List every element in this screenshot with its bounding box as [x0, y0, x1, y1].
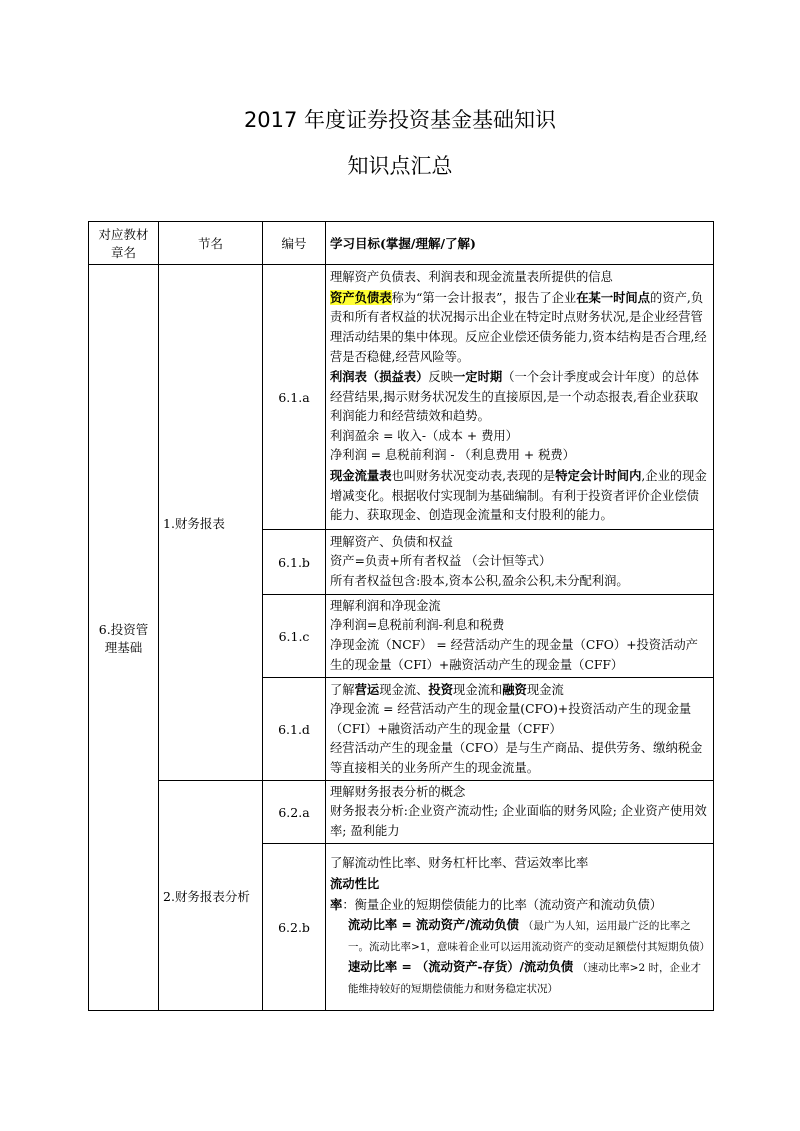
highlight-term: 资产负债表	[330, 289, 392, 305]
goal-line: 理解资产负债表、利润表和现金流量表所提供的信息	[330, 270, 613, 285]
goal-cell	[326, 595, 714, 678]
table-header-row	[89, 222, 714, 265]
code-cell: 6.1.c	[263, 595, 326, 678]
goal-cell	[326, 781, 714, 844]
table-row	[89, 781, 714, 844]
header-goal: 学习目标(掌握/理解/了解)	[326, 222, 714, 265]
goal-line: 财务报表分析:企业资产流动性; 企业面临的财务风险; 企业资产使用效率; 盈利能力	[330, 804, 707, 838]
goal-line: 速动比率 = （流动资产-存货）/流动负债 （速动比率>2 时，企业才能维持较好的短期偿债能力和财务稳定状况）	[348, 959, 701, 995]
code-cell: 6.1.d	[263, 678, 326, 781]
chapter-cell: 6.投资管理基础	[89, 265, 159, 1011]
goal-cell	[326, 265, 714, 530]
header-chapter: 对应教材章名	[89, 222, 159, 265]
goal-line: 利润盈余 = 收入-（成本 + 费用）	[330, 428, 518, 443]
goal-line: 净利润=息税前利润-利息和税费	[330, 618, 505, 633]
goal-cell	[326, 844, 714, 1011]
goal-line: 利润表（损益表）反映一定时期（一个会计季度或会计年度）的总体经营结果,揭示财务状况发生的直接原因,是一个动态报表,看企业获取利润能力和经营绩效和趋势。	[330, 369, 699, 424]
section-cell: 1.财务报表	[159, 265, 263, 781]
goal-line: 了解流动性比率、财务杠杆比率、营运效率比率	[330, 856, 589, 871]
goal-line: 资产负债表称为“第一会计报表”，报告了企业在某一时间点的资产,负责和所有者权益的状况揭示出企业在特定时点财务状况,是企业经营管理活动结果的集中体现。反应企业偿还债务能力,资本结构是否合理,经营是否稳健,经营风险等。	[330, 289, 707, 364]
goal-cell	[326, 530, 714, 595]
goal-cell	[326, 678, 714, 781]
goal-line: 理解资产、负债和权益	[330, 534, 453, 549]
code-cell: 6.1.a	[263, 265, 326, 530]
goal-line: 所有者权益包含:股本,资本公积,盈余公积,未分配利润。	[330, 573, 629, 588]
header-section: 节名	[159, 222, 263, 265]
goal-line: 资产=负责+所有者权益 （会计恒等式）	[330, 554, 552, 569]
goal-line: 流动比率 = 流动资产/流动负债 （最广为人知，运用最广泛的比率之一。流动比率>1，意味着企业可以运用流动资产的变动足额偿付其短期负债）	[348, 917, 710, 953]
code-cell: 6.2.a	[263, 781, 326, 844]
goal-line: 净利润 = 息税前利润 - （利息费用 + 税费）	[330, 448, 575, 463]
knowledge-table	[88, 221, 714, 1011]
code-cell: 6.2.b	[263, 844, 326, 1011]
goal-line: 流动性比率：衡量企业的短期偿债能力的比率（流动资产和流动负债）	[330, 876, 663, 912]
goal-line: 理解利润和净现金流	[330, 598, 441, 613]
section-cell: 2.财务报表分析	[159, 781, 263, 1011]
document-title: 2017 年度证券投资基金基础知识	[243, 108, 557, 132]
header-code: 编号	[263, 222, 326, 265]
goal-line: 理解财务报表分析的概念	[330, 784, 466, 799]
goal-line: 了解营运现金流、投资现金流和融资现金流	[330, 681, 564, 697]
table-row	[89, 265, 714, 530]
code-cell: 6.1.b	[263, 530, 326, 595]
goal-line: 净现金流 = 经营活动产生的现金量(CFO)+投资活动产生的现金量（CFI）+融资活动产生的现金量（CFF）	[330, 702, 692, 736]
document-subtitle: 知识点汇总	[347, 154, 453, 178]
goal-line: 净现金流（NCF） = 经营活动产生的现金量（CFO）+投资活动产生的现金量（CFI）+融资活动产生的现金量（CFF）	[330, 638, 698, 672]
goal-line: 现金流量表也叫财务状况变动表,表现的是特定会计时间内,企业的现金增减变化。根据收付实现制为基础编制。有利于投资者评价企业偿债能力、获取现金、创造现金流量和支付股利的能力。	[330, 468, 707, 523]
goal-line: 经营活动产生的现金量（CFO）是与生产商品、提供劳务、缴纳税金等直接相关的业务所产生的现金流量。	[330, 741, 703, 775]
